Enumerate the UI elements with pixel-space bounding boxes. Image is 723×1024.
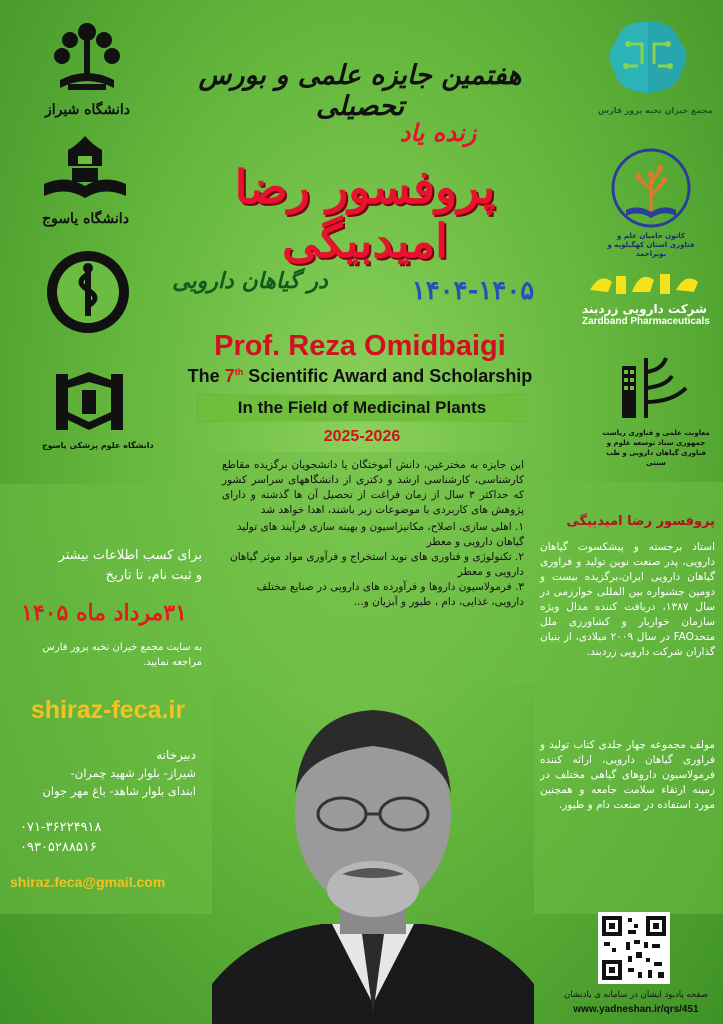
logo-label: معاونت علمی و فناوری ریاست جمهوری ستاد توسعه علوم و فناوری گیاهان دارویی و طب سنتی [602, 429, 710, 467]
logo-label: شرکت دارویی زردبند [582, 302, 707, 316]
center-text-panel [212, 452, 534, 684]
award-title-fa: هفتمین جایزه علمی و بورس تحصیلی [198, 60, 522, 122]
award-pre: The [187, 366, 220, 386]
brain-logo-icon [598, 14, 698, 102]
center-item: ۱. اهلی سازی، اصلاح، مکانیزاسیون و بهینه سازی فرآیند های تولید گیاهان دارویی و معطر [236, 521, 524, 548]
tree-book-logo-icon [604, 148, 698, 228]
address-line1: شیراز- بلوار شهید چمران- [70, 766, 196, 780]
qr-url[interactable]: www.yadneshan.ir/qrs/451 [573, 1004, 699, 1015]
logo-label: مجمع خیران نخبه پرور فارس [598, 106, 713, 115]
logo-label: کانون حامیان علم و فناوری استان کهگیلویه و بویراحمد [607, 232, 695, 258]
award-post: Scientific Award and Scholarship [248, 366, 533, 386]
memorial-label-fa: زنده یاد [399, 118, 477, 147]
field-banner-en [198, 395, 526, 421]
logo-label: دانشگاه علوم پزشکی یاسوج [42, 441, 154, 450]
prof-name: Reza Omidbaigi [288, 330, 506, 362]
professor-name-fa: پروفسور رضا امیدبیگی [234, 160, 496, 268]
award-ordinal: 7 [224, 366, 235, 386]
center-item: ۲. تکنولوژی و فناوری های نوید استخراج و فرآوری مواد موثر گیاهان دارویی و معطر [229, 551, 524, 578]
bio-title: پروفسور رضا امیدبیگی [566, 514, 715, 529]
qr-code[interactable] [598, 912, 670, 984]
email-link[interactable]: shiraz.feca@gmail.com [10, 874, 166, 890]
yasuj-medical-university-logo-icon [42, 370, 137, 435]
field-en: In the Field of Medicinal Plants [237, 398, 487, 417]
info-line1: برای کسب اطلاعات بیشتر [58, 548, 202, 563]
logo-yasuj-university [38, 132, 133, 232]
logo-tree-book [604, 148, 698, 258]
portrait-illustration-icon [212, 684, 534, 1024]
logo-yasuj-medical [42, 370, 154, 455]
bio-paragraph-1: استاد برجسته و پیشکسوت گیاهان دارویی، پدر صنعت نوین تولید و فراوری گیاهان دارویی ایران،برگزیده بیست و دومین جشنواره بین المللی خوارزمی در سال ۱۳۸۷، دریافت کننده مدال ویژه سازمان خواربار و کشاورزی ملل متحدFAO در سال ۲۰۰۹ میلادی، از بنیان گذاران شرکت دارویی زردبند. [540, 541, 715, 658]
logo-label-en: Zardband Pharmaceuticals [582, 316, 710, 327]
professor-portrait [212, 684, 534, 1024]
phone-1: ۰۷۱-۳۶۲۲۴۹۱۸ [20, 820, 102, 835]
prof-prefix: Prof. [214, 330, 281, 362]
website-link[interactable]: shiraz-feca.ir [30, 696, 186, 724]
center-intro: این جایزه به مخترعین، دانش آموختگان یا دانشجویان برگزیده مقاطع کارشناسی، کارشناسی ارشد و دکتری از دانشگاههای سراسر کشور که حداکثر ۳ سال از زمان فراغت از تحصیل آن ها گذشته و دارای پژوهش های کاربردی با موضوعات زیر باشند، اهدا خواهد شد [222, 459, 525, 516]
logo-shiraz-medical [44, 248, 132, 336]
zardband-logo-icon [582, 268, 707, 298]
deadline-date: ۳۱مرداد ماه ۱۴۰۵ [21, 600, 187, 626]
refer-text: به سایت مجمع خیران نخبه پرور فارس مراجعه نمایید. [42, 642, 202, 668]
center-item: ۳. فرمولاسیون داروها و فرآورده های دارویی در صنایع مختلف دارویی، غذایی، دام ، طیور و آبزیان و... [256, 581, 524, 608]
shiraz-medical-university-logo-icon [44, 248, 132, 336]
secretariat-label: دبیرخانه [156, 748, 196, 762]
logo-science-tech [602, 352, 710, 467]
bio-paragraph-2: مولف مجموعه چهار جلدی کتاب تولید و فراوری گیاهان دارویی، ارائه کننده فرمولاسیون داروهای گیاهی مختلف در زمینه ارتقاء سلامت جامعه و همچنین مورد استفاده در صنعت دام و طیور. [540, 739, 715, 811]
logo-label: دانشگاه شیراز [44, 102, 131, 118]
award-suffix: th [234, 367, 244, 377]
yasuj-university-logo-icon [38, 132, 133, 207]
shiraz-university-logo-icon [40, 18, 135, 98]
logo-label: دانشگاه یاسوج [42, 211, 129, 227]
science-tech-logo-icon [602, 352, 710, 424]
prof-name-en [150, 330, 570, 363]
phone-2: ۰۹۳۰۵۲۸۸۵۱۶ [20, 840, 97, 855]
field-label-fa: در گیاهان دارویی [172, 268, 328, 294]
years-en: 2025-2026 [323, 428, 401, 445]
logo-zardband [582, 268, 710, 338]
info-line2: و ثبت نام، تا تاریخ [105, 568, 202, 583]
logo-brain [598, 14, 713, 134]
address-line2: ابتدای بلوار شاهد- باغ مهر جوان [42, 784, 196, 798]
award-line-en [130, 366, 590, 387]
logo-shiraz-university [40, 18, 135, 123]
years-fa: ۱۴۰۴-۱۴۰۵ [411, 276, 535, 306]
qr-code-icon [598, 912, 670, 984]
qr-caption: صفحه یادبود ایشان در سامانه ی یادنشان [563, 990, 709, 1000]
